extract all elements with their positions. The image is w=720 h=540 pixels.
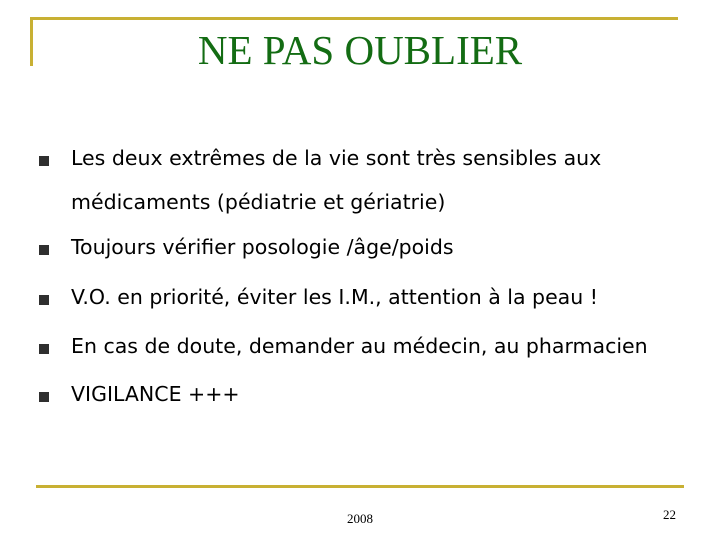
bullet-text: VIGILANCE +++: [71, 382, 240, 406]
bullet-text: Les deux extrêmes de la vie sont très sensibles aux: [71, 146, 602, 170]
bullet-text: Toujours vérifier posologie /âge/poids: [71, 235, 454, 259]
bullet-marker: [39, 245, 49, 255]
bullet-marker: [39, 344, 49, 354]
bullet-marker: [39, 156, 49, 166]
page-number: 22: [663, 507, 676, 522]
footer-line: [36, 485, 684, 488]
bullet-marker: [39, 392, 49, 402]
footer-date: 2008: [347, 511, 373, 526]
bullet-text: V.O. en priorité, éviter les I.M., attention à la peau !: [71, 285, 598, 309]
bullet-text-continuation: médicaments (pédiatrie et gériatrie): [71, 190, 446, 214]
bullet-marker: [39, 295, 49, 305]
slide-title: NE PAS OUBLIER: [197, 27, 523, 73]
bullet-text: En cas de doute, demander au médecin, au pharmacien: [71, 334, 648, 358]
